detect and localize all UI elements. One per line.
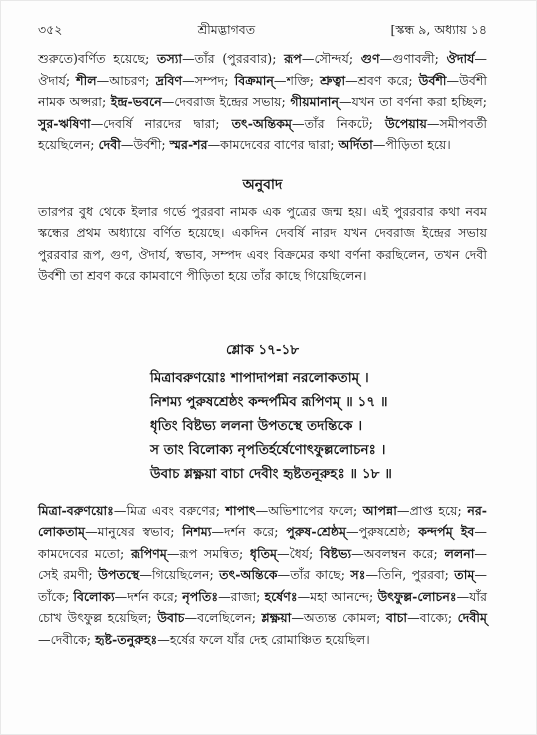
- verse-line: নিশম্য পুরুষশ্রেষ্ঠং কন্দর্পমিব রূপিণম্ ॥ ১৭ ॥: [150, 393, 388, 410]
- sanskrit-term: বাচা: [385, 610, 408, 625]
- sanskrit-term: বিলোক্য: [73, 588, 115, 604]
- sanskrit-term: উপেয়ায়: [384, 115, 427, 131]
- term-meaning: —সমীপবর্তী হয়েছিলেন;: [38, 115, 487, 152]
- sanskrit-term: কন্দর্পম্ ইব: [418, 524, 475, 539]
- sanskrit-term: ঔদার্য: [446, 51, 475, 66]
- sanskrit-term: বিক্রমান্: [234, 72, 274, 88]
- sanskrit-term: উৎফুল্ল-লোচনঃ: [377, 588, 457, 604]
- term-meaning: —রূপ সমন্বিত;: [166, 545, 250, 561]
- term-meaning: —রাজা;: [218, 588, 265, 604]
- verse-block: [38, 366, 487, 486]
- sanskrit-term: শ্রুত্বা: [320, 72, 346, 88]
- term-meaning: —সৌন্দর্য;: [301, 51, 361, 66]
- term-meaning: —মিত্র এবং বরুণের;: [113, 502, 226, 518]
- term-meaning: শুরুতে)বর্ণিত হয়েছে;: [38, 51, 157, 66]
- sanskrit-term: সঃ: [350, 567, 366, 582]
- term-meaning: —শক্তি;: [273, 72, 321, 88]
- translation-paragraph: তারপর বুধ থেকে ইলার গর্ভে পুররবা নামক এক পুত্রের জন্ম হয়। এই পুররবার কথা নবম স্কন্ধের প্রথম অধ্যায়ে বর্ণিত হয়েছে। একদিন দেবর্ষি নারদ যখন দেবরাজ ইন্দ্রের সভায় পুররবার রূপ, গুণ, ঔদার্য, স্বভাব, সম্পদ এবং বিক্রমের কথা বর্ণনা করছিলেন, তখন দেবী উর্বশী তা শ্রবণ করে কামবাণে পীড়িতা হয়ে তাঁর কাছে গিয়েছিলেন।: [38, 203, 487, 283]
- sanskrit-term: শীল: [76, 72, 97, 88]
- sanskrit-term: উবাচ: [157, 610, 185, 625]
- sanskrit-term: পুরুষ-শ্রেষ্ঠম্: [286, 524, 347, 539]
- sanskrit-term: অর্দিতা: [338, 137, 373, 152]
- term-meaning: —গিয়েছিলেন;: [139, 567, 220, 582]
- book-title: শ্রীমদ্ভাগবত: [197, 22, 256, 37]
- page-header: [38, 22, 487, 42]
- term-meaning: —অত্যন্ত কোমল;: [291, 610, 386, 625]
- term-meaning: —দর্শন করে;: [114, 588, 183, 604]
- term-meaning: —সেই রমণী;: [38, 545, 487, 582]
- term-meaning: —বলেছিলেন;: [184, 610, 262, 625]
- term-meaning: —দেবরাজ ইন্দ্রের সভায়;: [161, 94, 291, 109]
- term-meaning: —মানুষের স্বভাব;: [85, 524, 183, 539]
- verse-synonyms-paragraph: [38, 500, 487, 651]
- translation-heading: অনুবাদ: [242, 176, 283, 193]
- term-meaning: —কামদেবের মতো;: [38, 524, 487, 561]
- verse-line: স তাং বিলোক্য নৃপতির্হর্ষেণোৎফুল্ললোচনঃ ।: [150, 441, 386, 458]
- term-meaning: —পীড়িতা হয়ে।: [372, 137, 451, 152]
- sanskrit-term: বিষ্টভ্য: [319, 545, 352, 561]
- term-meaning: —অবলম্বন করে;: [351, 545, 445, 561]
- sanskrit-term: সুর-ঋষিণা: [38, 115, 91, 131]
- sanskrit-term: হৃষ্ট-তনুরুহঃ: [95, 631, 158, 647]
- sanskrit-term: ধৃতিম্: [249, 545, 278, 561]
- sanskrit-term: রূপিণম্: [130, 545, 167, 561]
- term-meaning: —যাঁর চোখ উৎফুল্ল হয়েছিল;: [38, 588, 488, 625]
- term-meaning: —ঔদার্য;: [38, 51, 487, 88]
- sanskrit-term: তৎ-অন্তিকে: [219, 567, 278, 582]
- term-meaning: —তাঁর নিকটে;: [292, 115, 385, 131]
- sanskrit-term: শ্লক্ষ্ণয়া: [261, 610, 292, 625]
- sanskrit-term: রূপ: [284, 51, 302, 66]
- sanskrit-term: ইন্দ্র-ভবনে: [110, 94, 162, 109]
- sanskrit-term: ললনা: [444, 545, 475, 561]
- term-meaning: —শ্রবণ করে;: [345, 72, 419, 88]
- term-meaning: —কামদেবের বাণের দ্বারা;: [207, 137, 339, 152]
- sanskrit-term: গীয়মানান্: [290, 94, 339, 109]
- term-meaning: —দেবীকে;: [38, 631, 96, 647]
- term-meaning: —বাক্যে;: [407, 610, 458, 625]
- page-number: ৩৫২: [38, 22, 63, 37]
- term-meaning: —যখন তা বর্ণনা করা হচ্ছিল;: [338, 94, 487, 109]
- sanskrit-term: তৎ-অন্তিকম্: [231, 115, 292, 131]
- term-meaning: —প্রাপ্ত হয়ে;: [396, 502, 468, 518]
- term-meaning: —ধৈর্য;: [277, 545, 320, 561]
- term-meaning: —উর্বশী নামক অপ্সরা;: [38, 72, 487, 109]
- sanskrit-term: উপতস্থে: [98, 567, 140, 582]
- term-meaning: —দর্শন করে;: [211, 524, 287, 539]
- verse-line: মিত্রাবরুণয়োঃ শাপাদাপন্না নরলোকতাম্ ।: [150, 369, 369, 386]
- verse-line: উবাচ শ্লক্ষ্ণয়া বাচা দেবীং হৃষ্টতনূরুহঃ ॥ ১৮ ॥: [150, 465, 392, 482]
- term-meaning: —মহা আনন্দে;: [297, 588, 378, 604]
- verse-heading: শ্লোক ১৭-১৮: [225, 341, 299, 358]
- sanskrit-term: তস্যা: [157, 51, 183, 66]
- term-meaning: —উর্বশী;: [120, 137, 170, 152]
- sanskrit-term: নর-লোকতাম্: [38, 502, 488, 539]
- term-meaning: —হর্ষের ফলে যাঁর দেহ রোমাঞ্চিত হয়েছিল।: [157, 631, 370, 647]
- term-meaning: —গুণাবলী;: [379, 51, 447, 66]
- sanskrit-term: নিশম্য: [182, 524, 212, 539]
- sanskrit-term: গুণ: [360, 51, 380, 66]
- term-meaning: —অভিশাপের ফলে;: [255, 502, 363, 518]
- term-meaning: —সম্পদ;: [182, 72, 235, 88]
- sanskrit-term: হর্ষেণঃ: [264, 588, 298, 604]
- sanskrit-term: দেবী: [98, 137, 121, 152]
- term-meaning: —তাঁর (পুররবার);: [182, 51, 285, 66]
- sanskrit-term: মিত্রা-বরুণয়োঃ: [38, 502, 114, 518]
- sanskrit-term: আপন্না: [362, 502, 397, 518]
- term-meaning: —তাঁকে;: [38, 567, 487, 604]
- sanskrit-term: নৃপতিঃ: [182, 588, 219, 604]
- sanskrit-term: উর্বশী: [418, 72, 447, 88]
- sanskrit-term: তাম্: [454, 567, 475, 582]
- sanskrit-term: স্মর-শর: [169, 137, 208, 152]
- term-meaning: —আচরণ;: [96, 72, 156, 88]
- verse-line: ধৃতিং বিষ্টভ্য ললনা উপতস্থে তদন্তিকে ।: [150, 417, 363, 434]
- top-synonyms-paragraph: [38, 48, 487, 156]
- sanskrit-term: দ্রবিণ: [155, 72, 183, 88]
- term-meaning: —তিনি, পুররবা;: [365, 567, 455, 582]
- term-meaning: —পুরুষশ্রেষ্ঠ;: [346, 524, 419, 539]
- sanskrit-term: দেবীম্: [457, 610, 488, 625]
- sanskrit-term: শাপাৎ: [225, 502, 256, 518]
- term-meaning: —দেবর্ষি নারদের দ্বারা;: [90, 115, 232, 131]
- term-meaning: —তাঁর কাছে;: [277, 567, 351, 582]
- chapter-reference: [স্কন্ধ ৯, অধ্যায় ১৪: [390, 22, 487, 37]
